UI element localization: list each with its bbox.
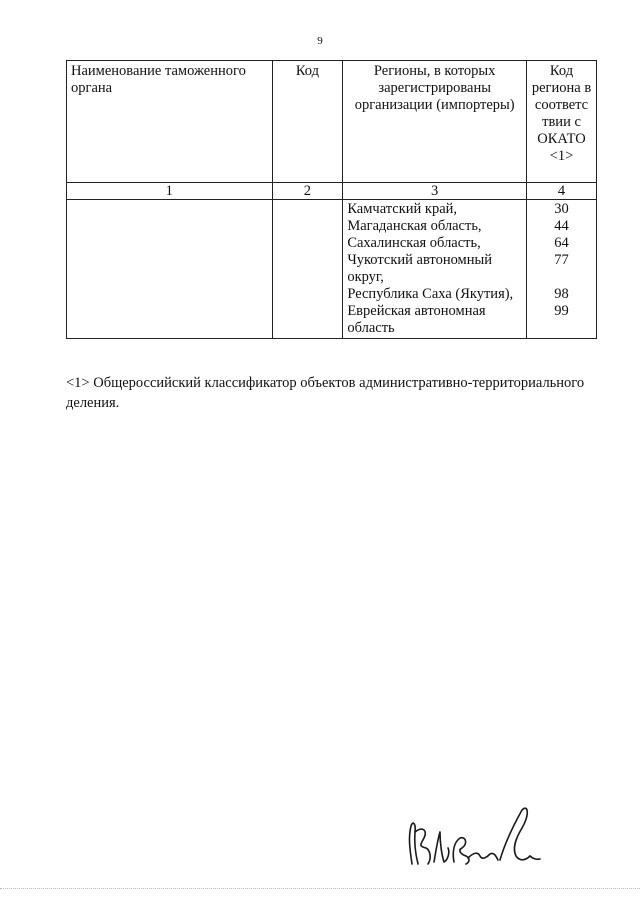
column-number: 3 xyxy=(343,183,527,200)
okato-code: 98 xyxy=(554,286,569,302)
scan-edge-noise xyxy=(0,888,640,893)
okato-code: 77 xyxy=(554,252,569,268)
header-okato-code: Код региона в соответс твии с ОКАТО <1> xyxy=(527,61,597,183)
okato-code: 64 xyxy=(554,235,569,251)
handwritten-signature xyxy=(404,802,544,874)
region-name: Магаданская область, xyxy=(347,218,482,234)
column-number: 2 xyxy=(272,183,343,200)
region-name: Сахалинская область, xyxy=(347,235,481,251)
okato-codes-cell xyxy=(527,200,597,339)
region-name: Камчатский край, xyxy=(347,201,458,217)
page-number: 9 xyxy=(317,35,323,47)
footnote: <1> Общероссийский классификатор объектов административно-территориального деления. xyxy=(66,375,585,411)
column-number: 4 xyxy=(527,183,597,200)
okato-code: 44 xyxy=(554,218,569,234)
regions-cell xyxy=(343,200,527,339)
column-number: 1 xyxy=(67,183,273,200)
column-number-row xyxy=(67,183,597,200)
table-row xyxy=(67,200,597,339)
header-regions: Регионы, в которых зарегистрированы организации (импортеры) xyxy=(343,61,527,183)
okato-code: 30 xyxy=(554,201,569,217)
region-name: Республика Саха (Якутия), xyxy=(347,286,514,302)
header-customs-body: Наименование таможенного органа xyxy=(67,61,273,183)
table-header-row xyxy=(67,61,597,183)
code-cell xyxy=(272,200,343,339)
okato-code: 99 xyxy=(554,303,569,319)
header-code: Код xyxy=(272,61,343,183)
customs-body-cell xyxy=(67,200,273,339)
region-name: Еврейская автономная область xyxy=(347,303,486,336)
customs-table xyxy=(66,60,597,339)
region-name: Чукотский автономный округ, xyxy=(347,252,492,285)
